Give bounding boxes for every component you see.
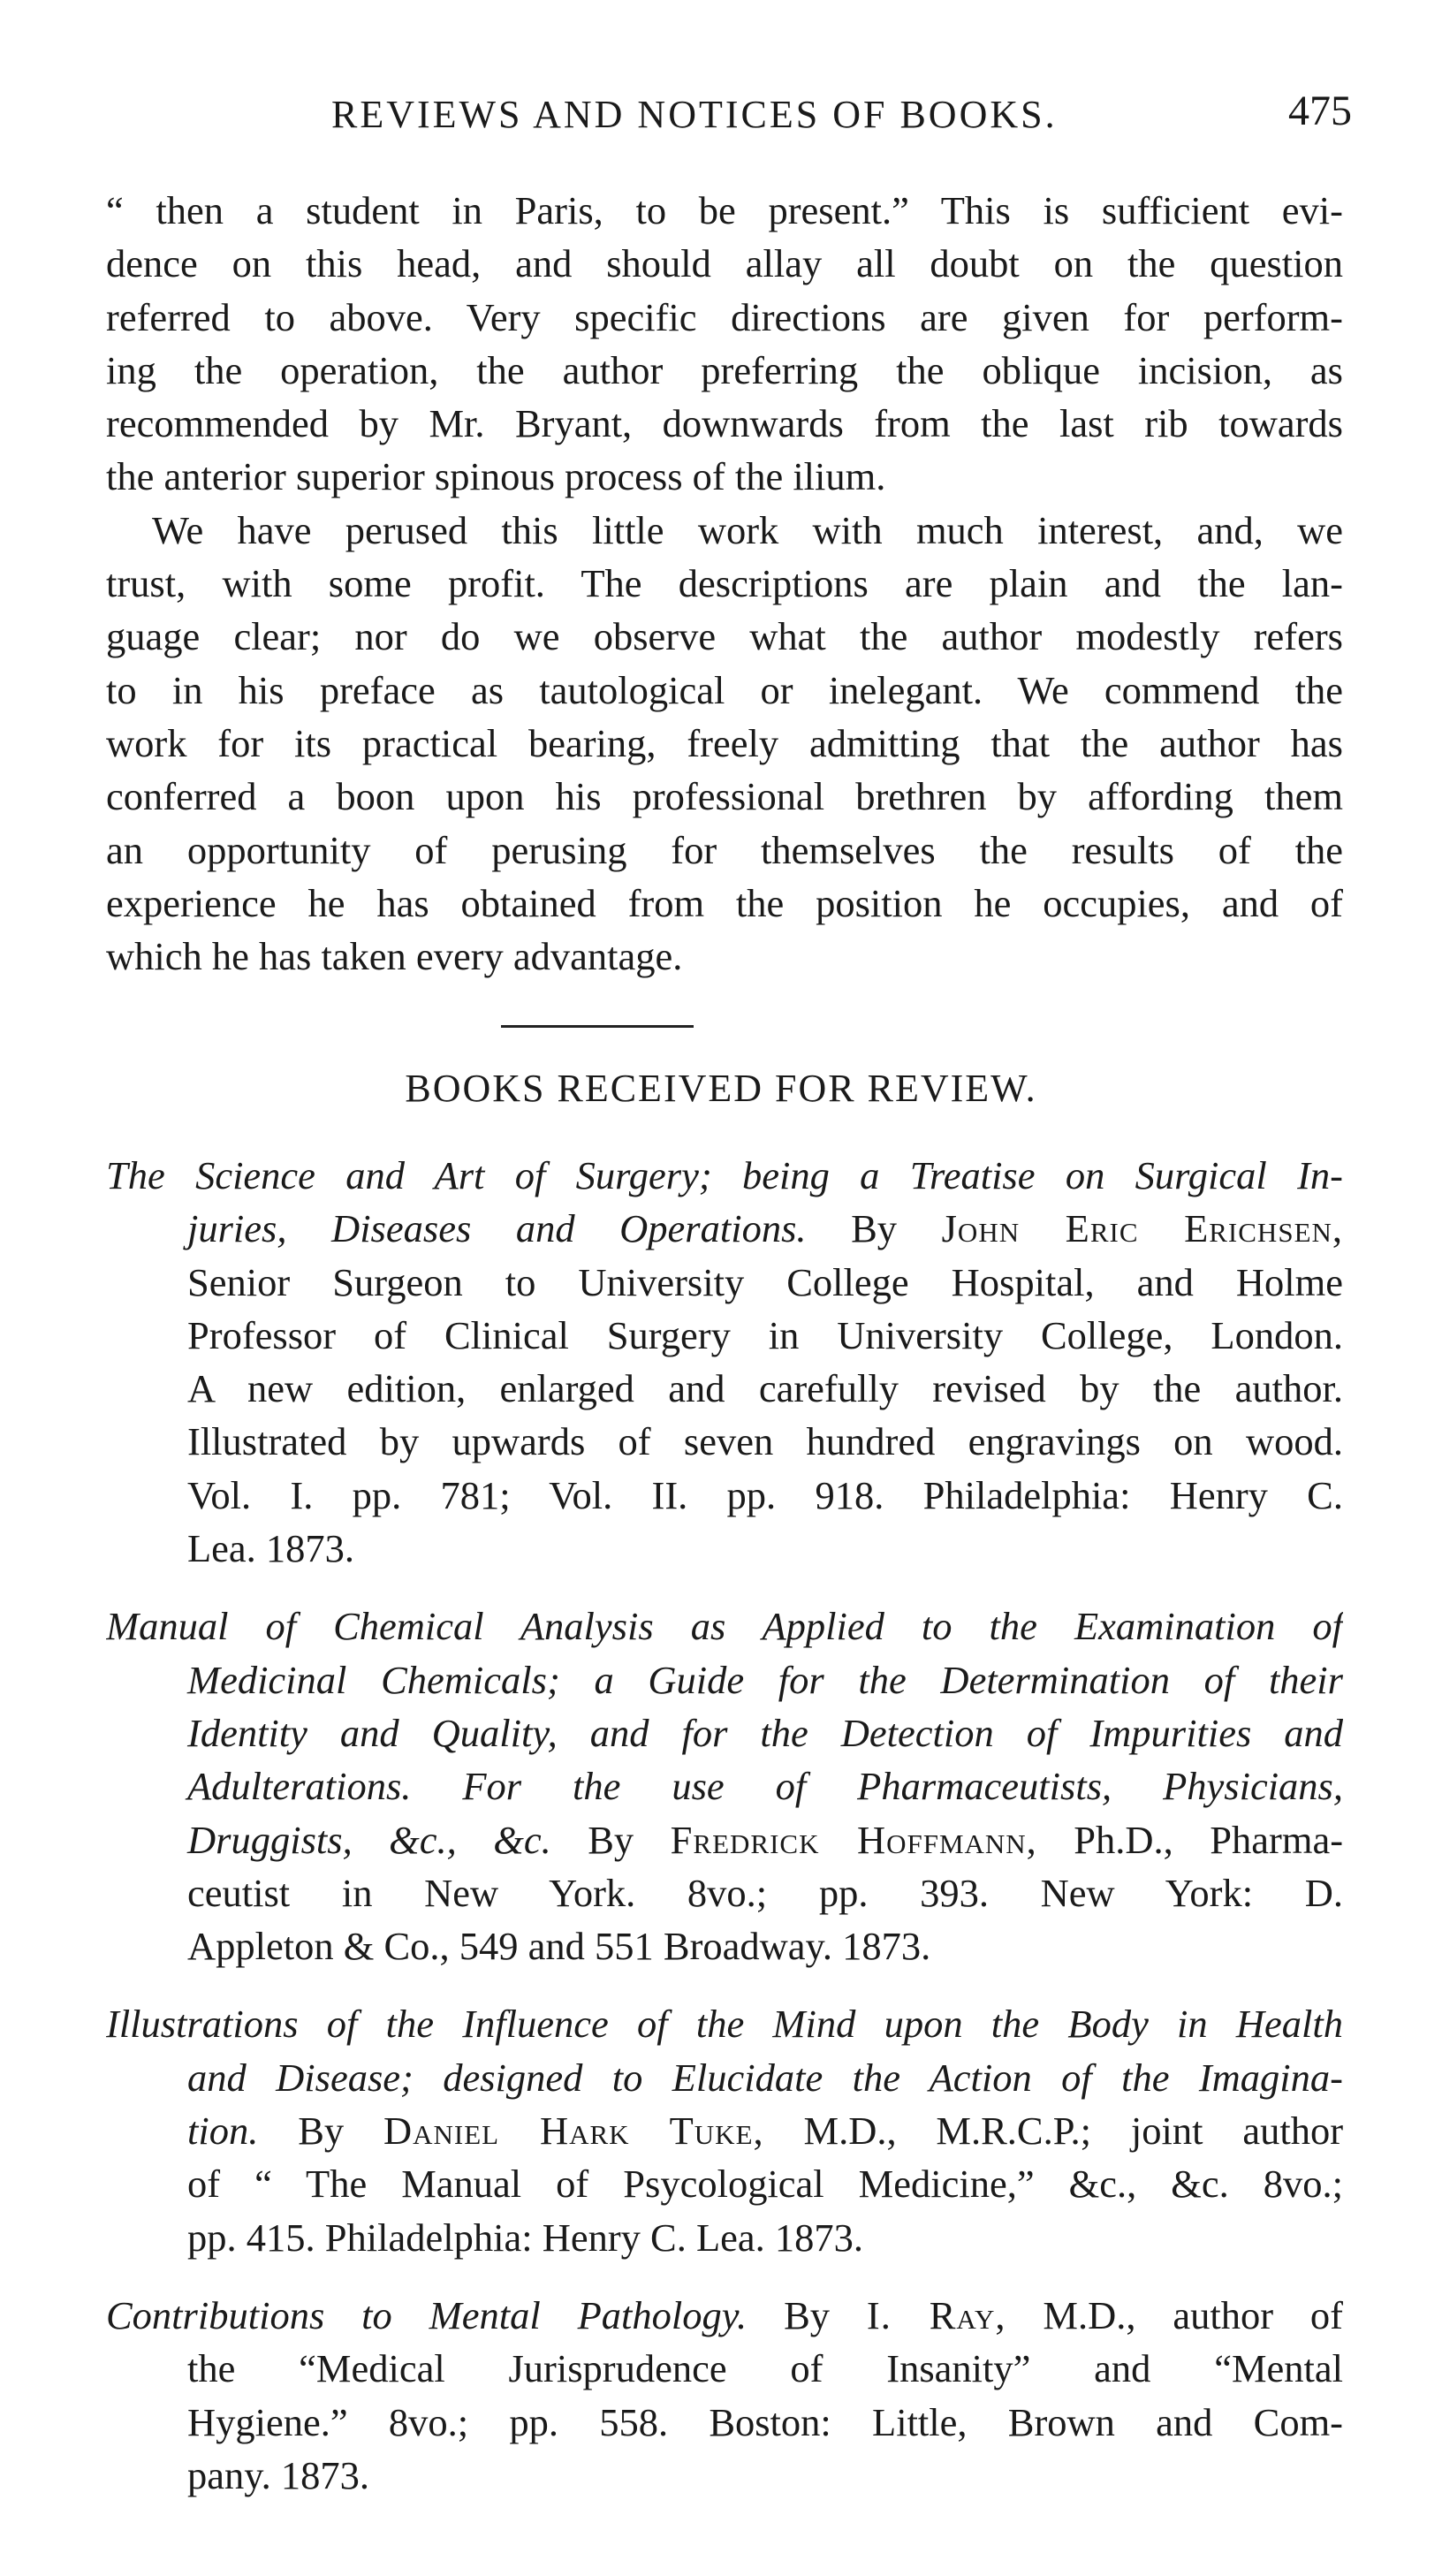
book-entry bbox=[106, 1600, 1343, 1972]
text-line: Hygiene.” 8vo.; pp. 558. Boston: Little, Brown and Com- bbox=[187, 2399, 1343, 2444]
by-text: By bbox=[784, 2292, 831, 2337]
text-line: Vol. I. pp. 781; Vol. II. pp. 918. Philadelphia: Henry C. bbox=[187, 1472, 1343, 1517]
text-line: ing the operation, the author preferring the oblique incision, as bbox=[106, 347, 1343, 392]
text-line: We have perused this little work with much interest, and, we bbox=[152, 507, 1343, 552]
book-title: juries, Diseases and Operations. bbox=[187, 1206, 807, 1251]
author-name: John Eric Erichsen, bbox=[941, 1206, 1343, 1251]
book-title-line: The Science and Art of Surgery; being a Treatise on Surgical In- bbox=[106, 1153, 1343, 1197]
review-continuation bbox=[106, 184, 1343, 983]
text-line: Professor of Clinical Surgery in University College, London. bbox=[187, 1312, 1343, 1357]
book-title-line: Identity and Quality, and for the Detection of Impurities and bbox=[187, 1710, 1343, 1755]
author-name: Daniel Hark Tuke, bbox=[383, 2109, 764, 2154]
text-line: trust, with some profit. The descriptions are plain and the lan- bbox=[106, 561, 1343, 606]
text-line: Appleton & Co., 549 and 551 Broadway. 1873. bbox=[187, 1924, 931, 1969]
text-line bbox=[106, 2289, 1343, 2342]
book-title-line: Manual of Chemical Analysis as Applied to the Examination of bbox=[106, 1604, 1343, 1649]
text-line: Illustrated by upwards of seven hundred engravings on wood. bbox=[187, 1419, 1343, 1464]
text-line bbox=[106, 1813, 1343, 1866]
text-line: Senior Surgeon to University College Hospital, and Holme bbox=[187, 1259, 1343, 1304]
text-line: work for its practical bearing, freely admitting that the author has bbox=[106, 720, 1343, 765]
text-line: of “ The Manual of Psycological Medicine,” &c., &c. 8vo.; bbox=[187, 2162, 1343, 2207]
text-line: experience he has obtained from the position he occupies, and of bbox=[106, 880, 1343, 925]
book-title-line: Medicinal Chemicals; a Guide for the Determination of their bbox=[187, 1657, 1343, 1702]
book-title-line: Adulterations. For the use of Pharmaceutists, Physicians, bbox=[187, 1764, 1343, 1809]
text-line: referred to above. Very specific directions are given for perform- bbox=[106, 294, 1343, 339]
book-title: Druggists, &c., &c. bbox=[187, 1817, 551, 1862]
author-credentials: Ph.D., Pharma- bbox=[1074, 1817, 1343, 1862]
text-line: to in his preface as tautological or inelegant. We commend the bbox=[106, 667, 1343, 712]
paragraph-2 bbox=[106, 504, 1343, 984]
book-entry bbox=[106, 1149, 1343, 1575]
paragraph-1 bbox=[106, 184, 1343, 504]
text-line: pp. 415. Philadelphia: Henry C. Lea. 1873. bbox=[187, 2215, 864, 2260]
text-line: the “Medical Jurisprudence of Insanity” and “Mental bbox=[187, 2346, 1343, 2391]
author-credentials: M.D., author of bbox=[1043, 2292, 1343, 2337]
running-title: REVIEWS AND NOTICES OF BOOKS. bbox=[331, 93, 1058, 136]
section-divider bbox=[501, 1025, 694, 1028]
by-text: By bbox=[588, 1817, 634, 1862]
text-line: “ then a student in Paris, to be present.” This is sufficient evi- bbox=[106, 188, 1343, 232]
text-line: pany. 1873. bbox=[187, 2452, 369, 2497]
text-line: guage clear; nor do we observe what the author modestly refers bbox=[106, 614, 1343, 659]
author-name: I. Ray, bbox=[866, 2292, 1006, 2337]
by-text: By bbox=[298, 2109, 345, 2154]
running-head bbox=[106, 87, 1352, 145]
book-title-line: Illustrations of the Influence of the Mind upon the Body in Health bbox=[106, 2002, 1343, 2047]
page-number: 475 bbox=[1288, 87, 1352, 134]
book-entry bbox=[106, 2289, 1343, 2502]
text-line: which he has taken every advantage. bbox=[106, 934, 683, 979]
author-credentials: M.D., M.R.C.P.; joint author bbox=[803, 2109, 1343, 2154]
book-entry bbox=[106, 1997, 1343, 2263]
text-line: dence on this head, and should allay all doubt on the question bbox=[106, 241, 1343, 286]
by-text: By bbox=[851, 1206, 898, 1251]
text-line: recommended by Mr. Bryant, downwards from the last rib towards bbox=[106, 401, 1343, 446]
book-title-line: and Disease; designed to Elucidate the Action of the Imagina- bbox=[187, 2055, 1343, 2100]
text-line: an opportunity of perusing for themselves the results of the bbox=[106, 827, 1343, 872]
section-heading: BOOKS RECEIVED FOR REVIEW. bbox=[405, 1067, 1037, 1110]
book-title: tion. bbox=[187, 2109, 259, 2154]
book-title: Contributions to Mental Pathology. bbox=[106, 2292, 748, 2337]
text-line bbox=[106, 2104, 1343, 2157]
books-received-list bbox=[106, 1149, 1343, 2527]
author-name: Fredrick Hoffmann, bbox=[670, 1817, 1037, 1862]
text-line: the anterior superior spinous process of the ilium. bbox=[106, 454, 886, 499]
text-line: conferred a boon upon his professional brethren by affording them bbox=[106, 774, 1343, 819]
text-line: A new edition, enlarged and carefully revised by the author. bbox=[187, 1366, 1343, 1411]
text-line bbox=[106, 1202, 1343, 1255]
text-line: Lea. 1873. bbox=[187, 1526, 355, 1571]
text-line: ceutist in New York. 8vo.; pp. 393. New York: D. bbox=[187, 1870, 1343, 1915]
